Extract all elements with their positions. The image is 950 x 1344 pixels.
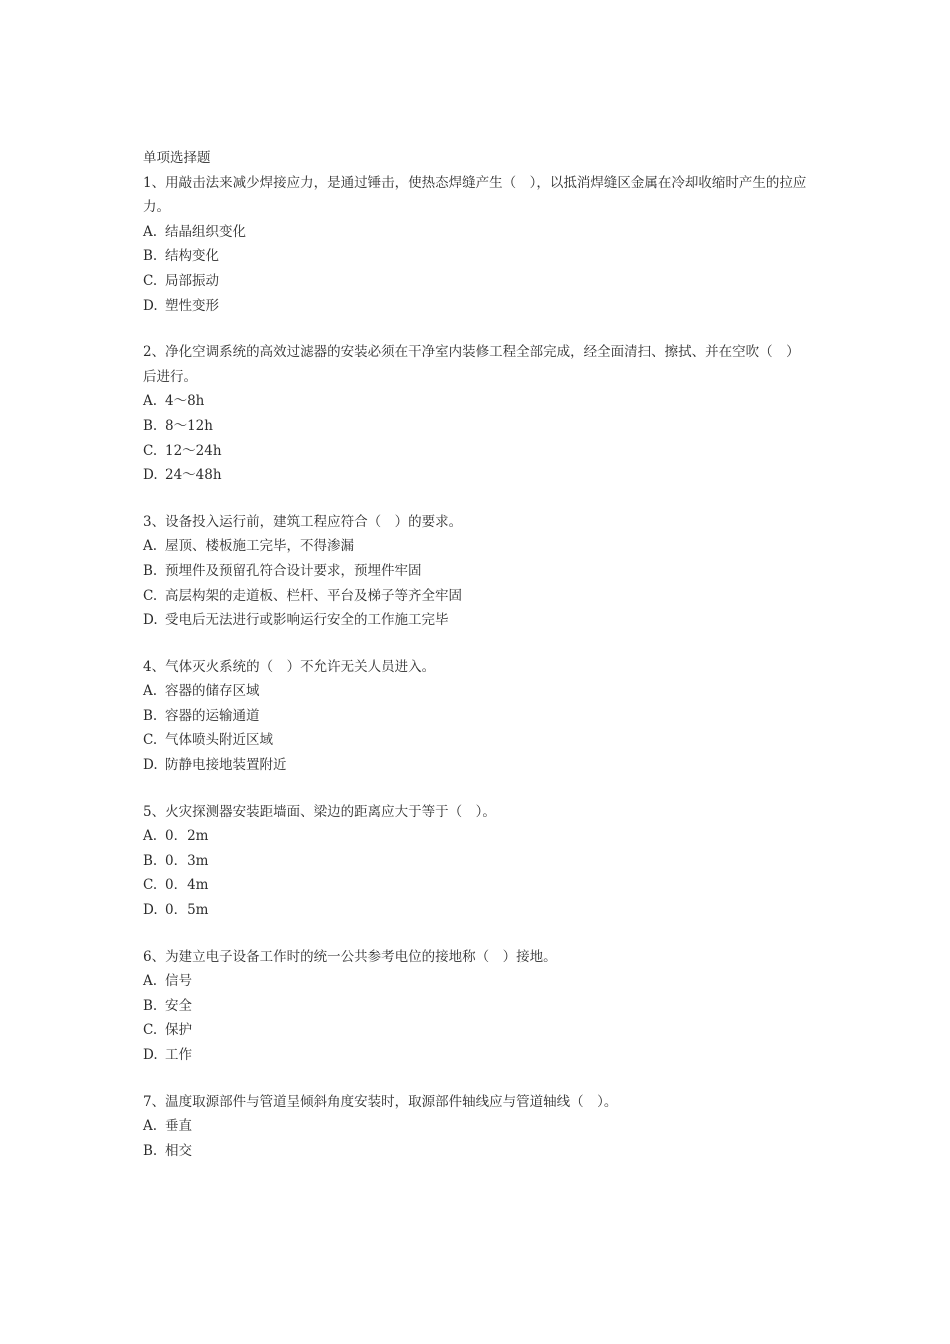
- option-letter: C.: [143, 732, 158, 749]
- question-stem: 6、为建立电子设备工作时的统一公共参考电位的接地称（ ）接地。: [143, 948, 557, 965]
- option-letter: B.: [143, 997, 158, 1014]
- option-letter: A.: [143, 393, 158, 410]
- option-text: 12～24h: [165, 442, 222, 459]
- option-item: [143, 753, 807, 778]
- option-letter: D.: [143, 757, 158, 774]
- option-item: [143, 220, 807, 245]
- option-text: 4～8h: [165, 393, 205, 410]
- question-stem: 3、设备投入运行前，建筑工程应符合（ ）的要求。: [143, 513, 463, 530]
- section-title: 单项选择题: [143, 150, 211, 166]
- document-page: [143, 146, 807, 1185]
- question-stem: 7、温度取源部件与管道呈倾斜角度安装时，取源部件轴线应与管道轴线（ ）。: [143, 1093, 618, 1110]
- question-stem: 5、火灾探测器安装距墙面、梁边的距离应大于等于（ ）。: [143, 803, 496, 820]
- option-item: [143, 269, 807, 294]
- option-letter: C.: [143, 1022, 158, 1039]
- option-letter: B.: [143, 707, 158, 724]
- option-item: [143, 704, 807, 729]
- option-letter: A.: [143, 223, 158, 240]
- option-item: [143, 679, 807, 704]
- option-letter: B.: [143, 562, 158, 579]
- option-text: 0．2m: [165, 828, 209, 845]
- option-letter: C.: [143, 587, 158, 604]
- option-letter: B.: [143, 248, 158, 265]
- option-list: [143, 220, 807, 318]
- option-item: [143, 244, 807, 269]
- option-text: 容器的储存区域: [165, 683, 260, 700]
- option-text: 0．4m: [165, 877, 209, 894]
- option-item: [143, 969, 807, 994]
- option-text: 垂直: [165, 1118, 192, 1135]
- option-item: [143, 534, 807, 559]
- option-item: [143, 873, 807, 898]
- option-letter: D.: [143, 612, 158, 629]
- option-item: [143, 994, 807, 1019]
- option-text: 结晶组织变化: [165, 223, 246, 240]
- option-letter: A.: [143, 683, 158, 700]
- question-1: [143, 171, 807, 319]
- question-stem: 1、用敲击法来减少焊接应力，是通过锤击，使热态焊缝产生（ ），以抵消焊缝区金属在冷却收缩时产生的拉应力。: [143, 174, 807, 216]
- option-text: 塑性变形: [165, 297, 219, 314]
- option-item: [143, 1139, 807, 1164]
- option-text: 预埋件及预留孔符合设计要求，预埋件牢固: [165, 562, 422, 579]
- option-text: 工作: [165, 1047, 192, 1063]
- option-list: [143, 389, 807, 487]
- option-item: [143, 439, 807, 464]
- option-text: 信号: [165, 973, 192, 990]
- option-letter: D.: [143, 467, 158, 484]
- question-2: [143, 340, 807, 488]
- option-item: [143, 463, 807, 488]
- option-text: 高层构架的走道板、栏杆、平台及梯子等齐全牢固: [165, 587, 462, 604]
- option-letter: C.: [143, 877, 158, 894]
- option-item: [143, 608, 807, 633]
- option-item: [143, 559, 807, 584]
- option-item: [143, 1114, 807, 1139]
- option-text: 气体喷头附近区域: [165, 732, 273, 749]
- option-text: 屋顶、楼板施工完毕，不得渗漏: [165, 538, 354, 555]
- option-text: 受电后无法进行或影响运行安全的工作施工完毕: [165, 612, 449, 629]
- option-item: [143, 294, 807, 319]
- question-stem: 4、气体灭火系统的（ ）不允许无关人员进入。: [143, 658, 436, 675]
- option-letter: B.: [143, 1142, 158, 1159]
- option-letter: B.: [143, 417, 158, 434]
- option-letter: A.: [143, 538, 158, 555]
- option-list: [143, 1114, 807, 1163]
- option-text: 保护: [165, 1022, 192, 1039]
- option-letter: C.: [143, 272, 158, 289]
- option-item: [143, 849, 807, 874]
- option-item: [143, 1043, 807, 1068]
- question-6: [143, 945, 807, 1068]
- question-5: [143, 800, 807, 923]
- option-text: 结构变化: [165, 248, 219, 265]
- option-letter: C.: [143, 442, 158, 459]
- option-item: [143, 584, 807, 609]
- option-text: 相交: [165, 1142, 192, 1159]
- option-list: [143, 824, 807, 922]
- option-text: 安全: [165, 997, 192, 1014]
- option-item: [143, 824, 807, 849]
- option-item: [143, 1018, 807, 1043]
- question-3: [143, 510, 807, 633]
- option-letter: A.: [143, 973, 158, 990]
- option-item: [143, 728, 807, 753]
- question-list: [143, 171, 807, 1164]
- option-item: [143, 898, 807, 923]
- option-text: 8～12h: [165, 417, 213, 434]
- option-text: 局部振动: [165, 272, 219, 289]
- option-text: 24～48h: [165, 467, 222, 484]
- option-item: [143, 414, 807, 439]
- question-4: [143, 655, 807, 778]
- question-stem: 2、净化空调系统的高效过滤器的安装必须在干净室内装修工程全部完成，经全面清扫、擦拭、并在空吹（ ）后进行。: [143, 344, 800, 385]
- option-text: 0．5m: [165, 902, 209, 919]
- question-7: [143, 1090, 807, 1164]
- option-text: 0．3m: [165, 852, 209, 869]
- option-letter: A.: [143, 1118, 158, 1135]
- option-item: [143, 389, 807, 414]
- option-list: [143, 534, 807, 632]
- option-letter: B.: [143, 852, 158, 869]
- option-letter: A.: [143, 828, 158, 845]
- option-list: [143, 969, 807, 1067]
- option-list: [143, 679, 807, 777]
- option-letter: D.: [143, 297, 158, 314]
- option-letter: D.: [143, 902, 158, 919]
- option-text: 防静电接地装置附近: [165, 757, 287, 774]
- option-text: 容器的运输通道: [165, 707, 260, 724]
- option-letter: D.: [143, 1047, 158, 1063]
